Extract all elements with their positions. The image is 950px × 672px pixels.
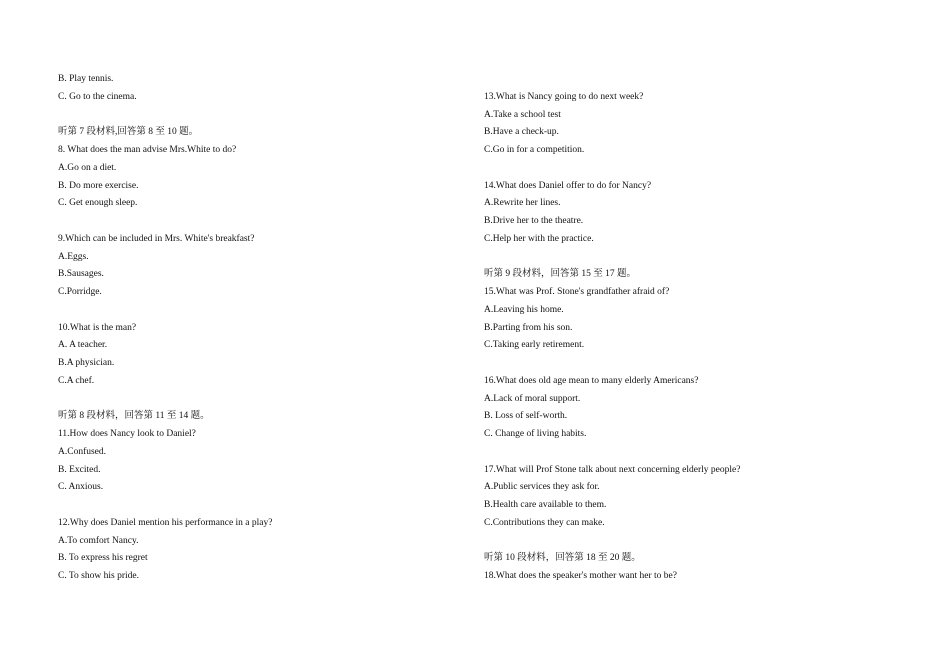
question-text: 10.What is the man? bbox=[58, 322, 137, 333]
blank-line bbox=[484, 355, 924, 373]
blank-line bbox=[58, 302, 458, 320]
answer-option: A.Go on a diet. bbox=[58, 162, 117, 173]
blank-line bbox=[484, 71, 924, 89]
answer-option: C.Help her with the practice. bbox=[484, 233, 594, 244]
blank-line bbox=[484, 533, 924, 551]
answer-option: B. Do more exercise. bbox=[58, 180, 139, 191]
section-instruction: 听第 7 段材料,回答第 8 至 10 题。 bbox=[58, 127, 199, 138]
blank-line bbox=[58, 107, 458, 125]
answer-option: C.Go in for a competition. bbox=[484, 145, 585, 155]
answer-option: A.Take a school test bbox=[484, 109, 561, 120]
answer-option: B. Play tennis. bbox=[58, 74, 114, 84]
answer-option: C.Contributions they can make. bbox=[484, 517, 605, 528]
answer-option: B.A physician. bbox=[58, 358, 115, 368]
answer-option: A.Eggs. bbox=[58, 251, 89, 262]
answer-option: B. To express his regret bbox=[58, 553, 148, 564]
question-text: 8. What does the man advise Mrs.White to do? bbox=[58, 145, 237, 155]
answer-option: B.Sausages. bbox=[58, 269, 104, 280]
answer-option: A.To comfort Nancy. bbox=[58, 535, 139, 546]
blank-line bbox=[58, 391, 458, 409]
answer-option: C.Taking early retirement. bbox=[484, 340, 585, 351]
answer-option: A.Lack of moral support. bbox=[484, 393, 581, 404]
answer-option: B.Drive her to the theatre. bbox=[484, 216, 584, 226]
answer-option: A.Rewrite her lines. bbox=[484, 198, 561, 209]
answer-option: C. Change of living habits. bbox=[484, 429, 587, 439]
answer-option: A.Public services they ask for. bbox=[484, 482, 600, 493]
answer-option: C. To show his pride. bbox=[58, 571, 139, 581]
answer-option: C. Go to the cinema. bbox=[58, 91, 137, 102]
question-text: 12.Why does Daniel mention his performance in a play? bbox=[58, 517, 273, 528]
answer-option: B.Health care available to them. bbox=[484, 500, 607, 510]
question-text: 13.What is Nancy going to do next week? bbox=[484, 91, 644, 102]
blank-line bbox=[484, 160, 924, 178]
answer-option: C.A chef. bbox=[58, 375, 95, 386]
blank-line bbox=[58, 497, 458, 515]
answer-option: B.Have a check-up. bbox=[484, 127, 559, 138]
right-column bbox=[484, 71, 924, 586]
left-column bbox=[58, 71, 458, 586]
answer-option: B. Excited. bbox=[58, 464, 101, 475]
answer-option: C. Get enough sleep. bbox=[58, 198, 138, 209]
answer-option: A.Confused. bbox=[58, 446, 107, 457]
question-text: 15.What was Prof. Stone's grandfather afraid of? bbox=[484, 287, 670, 297]
question-text: 18.What does the speaker's mother want her to be? bbox=[484, 571, 677, 581]
answer-option: A. A teacher. bbox=[58, 340, 108, 351]
blank-line bbox=[484, 249, 924, 267]
section-instruction: 听第 8 段材料，回答第 11 至 14 题。 bbox=[58, 411, 210, 422]
blank-line bbox=[484, 444, 924, 462]
answer-option: C.Porridge. bbox=[58, 287, 102, 297]
blank-line bbox=[58, 213, 458, 231]
answer-option: A.Leaving his home. bbox=[484, 304, 564, 315]
question-text: 11.How does Nancy look to Daniel? bbox=[58, 429, 196, 439]
question-text: 14.What does Daniel offer to do for Nancy? bbox=[484, 180, 652, 191]
section-instruction: 听第 9 段材料，回答第 15 至 17 题。 bbox=[484, 269, 637, 280]
answer-option: C. Anxious. bbox=[58, 482, 104, 493]
answer-option: B. Loss of self-worth. bbox=[484, 411, 568, 422]
section-instruction: 听第 10 段材料，回答第 18 至 20 题。 bbox=[484, 553, 641, 564]
question-text: 16.What does old age mean to many elderly Americans? bbox=[484, 375, 699, 386]
question-text: 17.What will Prof Stone talk about next concerning elderly people? bbox=[484, 464, 741, 475]
answer-option: B.Parting from his son. bbox=[484, 322, 573, 333]
question-text: 9.Which can be included in Mrs. White's breakfast? bbox=[58, 233, 255, 244]
